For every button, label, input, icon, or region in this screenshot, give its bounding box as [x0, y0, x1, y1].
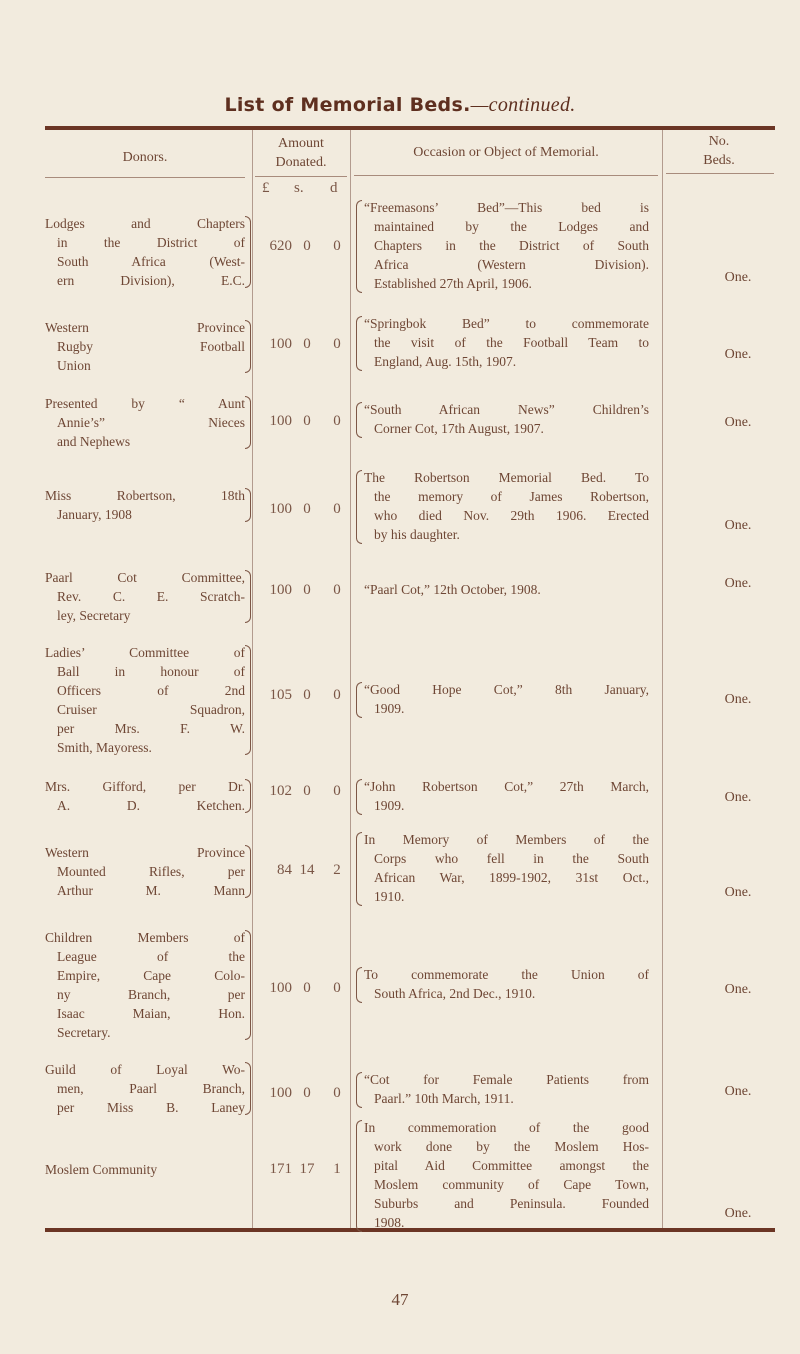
beds-count: One. [724, 885, 752, 900]
header-beds-line1: No. [708, 134, 730, 149]
donor-line: Cruiser Squadron, [57, 702, 245, 717]
beds-count: One. [724, 415, 752, 430]
amount-pence: 0 [333, 980, 341, 996]
beds-count: One. [724, 790, 752, 805]
beds-count: One. [724, 576, 752, 591]
amount-pounds: 171 [269, 1161, 292, 1177]
occasion-line: Moslem community of Cape Town, [374, 1177, 649, 1192]
donor-brace [245, 930, 251, 1040]
amount-pounds: 105 [269, 687, 292, 703]
header-underline [255, 176, 347, 177]
amount-pence: 2 [333, 862, 341, 878]
donor-line: per Mrs. F. W. [57, 721, 245, 736]
amount-shillings: 0 [303, 238, 311, 254]
donor-line: Moslem Community [45, 1162, 158, 1177]
donor-line: Rev. C. E. Scratch- [57, 589, 245, 604]
occasion-brace [356, 316, 362, 371]
beds-count: One. [724, 347, 752, 362]
occasion-line: Africa (Western Division). [374, 257, 649, 272]
amount-pence: 0 [333, 238, 341, 254]
donor-brace [245, 216, 251, 288]
donor-line: Western Province [45, 320, 245, 335]
amount-pence: 0 [333, 582, 341, 598]
donor-line: Ball in honour of [57, 664, 245, 679]
donor-line: in the District of [57, 235, 245, 250]
donor-brace [245, 645, 251, 755]
donor-line: ley, Secretary [57, 608, 131, 623]
occasion-brace [356, 1120, 362, 1232]
donor-brace [245, 570, 251, 623]
occasion-line: In commemoration of the good [364, 1120, 649, 1135]
amount-pounds: 84 [277, 862, 292, 878]
amount-shillings: 0 [303, 501, 311, 517]
amount-pounds: 102 [269, 783, 292, 799]
header-donors: Donors. [122, 150, 168, 165]
occasion-line: the memory of James Robertson, [374, 489, 649, 504]
occasion-brace [356, 402, 362, 438]
donor-line: Annie’s” Nieces [57, 415, 245, 430]
donor-line: per Miss B. Laney [57, 1100, 245, 1115]
donor-line: Mounted Rifles, per [57, 864, 245, 879]
occasion-brace [356, 1072, 362, 1108]
occasion-line: the visit of the Football Team to [374, 335, 649, 350]
donor-line: Paarl Cot Committee, [45, 570, 245, 585]
donor-line: and Nephews [57, 434, 131, 449]
amount-pounds: 620 [269, 238, 292, 254]
donor-line: Miss Robertson, 18th [45, 488, 245, 503]
amount-shillings: 0 [303, 1085, 311, 1101]
amount-pounds: 100 [269, 1085, 292, 1101]
donor-line: Children Members of [45, 930, 245, 945]
column-divider [350, 130, 351, 1228]
donor-brace [245, 845, 251, 898]
header-occasion: Occasion or Object of Memorial. [413, 145, 599, 160]
donor-line: Presented by “ Aunt [45, 396, 245, 411]
occasion-line: England, Aug. 15th, 1907. [374, 354, 517, 369]
header-underline [666, 173, 774, 174]
page-title [0, 94, 800, 117]
pence-label: d [330, 180, 338, 196]
occasion-line: maintained by the Lodges and [374, 219, 649, 234]
amount-shillings: 14 [299, 862, 315, 878]
donor-line: Rugby Football [57, 339, 245, 354]
donor-line: South Africa (West- [57, 254, 245, 269]
amount-shillings: 0 [303, 980, 311, 996]
occasion-line: work done by the Moslem Hos- [374, 1139, 649, 1154]
occasion-line: “John Robertson Cot,” 27th March, [364, 779, 649, 794]
top-rule [45, 126, 775, 130]
occasion-line: Suburbs and Peninsula. Founded [374, 1196, 649, 1211]
donor-line: Secretary. [57, 1025, 111, 1040]
donor-line: ern Division), E.C. [57, 273, 245, 288]
column-divider [662, 130, 663, 1228]
beds-count: One. [724, 518, 752, 533]
beds-count: One. [724, 1084, 752, 1099]
amount-pence: 0 [333, 336, 341, 352]
donor-line: men, Paarl Branch, [57, 1081, 245, 1096]
beds-count: One. [724, 1206, 752, 1221]
amount-shillings: 0 [303, 687, 311, 703]
amount-pence: 0 [333, 1085, 341, 1101]
donor-line: Empire, Cape Colo- [57, 968, 245, 983]
occasion-brace [356, 200, 362, 293]
amount-pounds: 100 [269, 336, 292, 352]
amount-pounds: 100 [269, 582, 292, 598]
donor-line: Arthur M. Mann [57, 883, 245, 898]
occasion-line: The Robertson Memorial Bed. To [364, 470, 649, 485]
donor-line: ny Branch, per [57, 987, 245, 1002]
donor-line: Mrs. Gifford, per Dr. [45, 779, 245, 794]
occasion-brace [356, 682, 362, 718]
column-divider [252, 130, 253, 1228]
occasion-line: who died Nov. 29th 1906. Erected [374, 508, 649, 523]
occasion-line: pital Aid Committee amongst the [374, 1158, 649, 1173]
occasion-line: South Africa, 2nd Dec., 1910. [374, 986, 536, 1001]
occasion-line: 1910. [374, 889, 405, 904]
donor-brace [245, 320, 251, 373]
occasion-line: “Freemasons’ Bed”—This bed is [364, 200, 649, 215]
donor-line: January, 1908 [57, 507, 132, 522]
donor-line: League of the [57, 949, 245, 964]
occasion-line: 1909. [374, 798, 405, 813]
header-amount-line1: Amount [278, 136, 324, 151]
donor-line: Isaac Maian, Hon. [57, 1006, 245, 1021]
donor-brace [245, 779, 251, 813]
occasion-line: African War, 1899-1902, 31st Oct., [374, 870, 649, 885]
beds-count: One. [724, 270, 752, 285]
donor-brace [245, 396, 251, 449]
occasion-line: “Springbok Bed” to commemorate [364, 316, 649, 331]
page-number: 47 [391, 1290, 409, 1309]
occasion-line: “Cot for Female Patients from [364, 1072, 649, 1087]
title-suffix: —continued. [470, 94, 576, 116]
occasion-brace [356, 967, 362, 1003]
amount-shillings: 0 [303, 413, 311, 429]
occasion-line: Paarl.” 10th March, 1911. [374, 1091, 514, 1106]
header-underline [45, 177, 245, 178]
occasion-line: by his daughter. [374, 527, 460, 542]
donor-line: Lodges and Chapters [45, 216, 245, 231]
occasion-line: “Paarl Cot,” 12th October, 1908. [364, 582, 541, 597]
amount-shillings: 0 [303, 783, 311, 799]
occasion-brace [356, 470, 362, 544]
donor-line: Officers of 2nd [57, 683, 245, 698]
donor-line: Guild of Loyal Wo- [45, 1062, 245, 1077]
occasion-line: “Good Hope Cot,” 8th January, [364, 682, 649, 697]
amount-pounds: 100 [269, 501, 292, 517]
donor-line: Union [57, 358, 91, 373]
occasion-line: In Memory of Members of the [364, 832, 649, 847]
occasion-line: 1909. [374, 701, 405, 716]
occasion-brace [356, 779, 362, 815]
title-main: List of Memorial Beds. [224, 94, 471, 116]
beds-count: One. [724, 982, 752, 997]
amount-shillings: 17 [299, 1161, 315, 1177]
amount-shillings: 0 [303, 336, 311, 352]
amount-pounds: 100 [269, 980, 292, 996]
occasion-line: Corner Cot, 17th August, 1907. [374, 421, 544, 436]
donor-brace [245, 488, 251, 522]
beds-count: One. [724, 692, 752, 707]
amount-pence: 0 [333, 501, 341, 517]
donor-line: A. D. Ketchen. [57, 798, 245, 813]
shillings-label: s. [294, 180, 304, 196]
occasion-line: Corps who fell in the South [374, 851, 649, 866]
header-underline [354, 175, 658, 176]
occasion-line: “South African News” Children’s [364, 402, 649, 417]
occasion-line: 1908. [374, 1215, 405, 1230]
pounds-label: £ [262, 180, 270, 196]
occasion-line: Established 27th April, 1906. [374, 276, 532, 291]
amount-pence: 0 [333, 783, 341, 799]
header-amount-line2: Donated. [275, 155, 327, 170]
header-beds-line2: Beds. [703, 153, 735, 168]
donor-line: Western Province [45, 845, 245, 860]
amount-shillings: 0 [303, 582, 311, 598]
amount-pence: 1 [333, 1161, 341, 1177]
amount-pence: 0 [333, 413, 341, 429]
occasion-line: To commemorate the Union of [364, 967, 649, 982]
donor-line: Smith, Mayoress. [57, 740, 152, 755]
amount-pence: 0 [333, 687, 341, 703]
donor-brace [245, 1062, 251, 1115]
amount-pounds: 100 [269, 413, 292, 429]
occasion-line: Chapters in the District of South [374, 238, 649, 253]
occasion-brace [356, 832, 362, 906]
donor-line: Ladies’ Committee of [45, 645, 245, 660]
